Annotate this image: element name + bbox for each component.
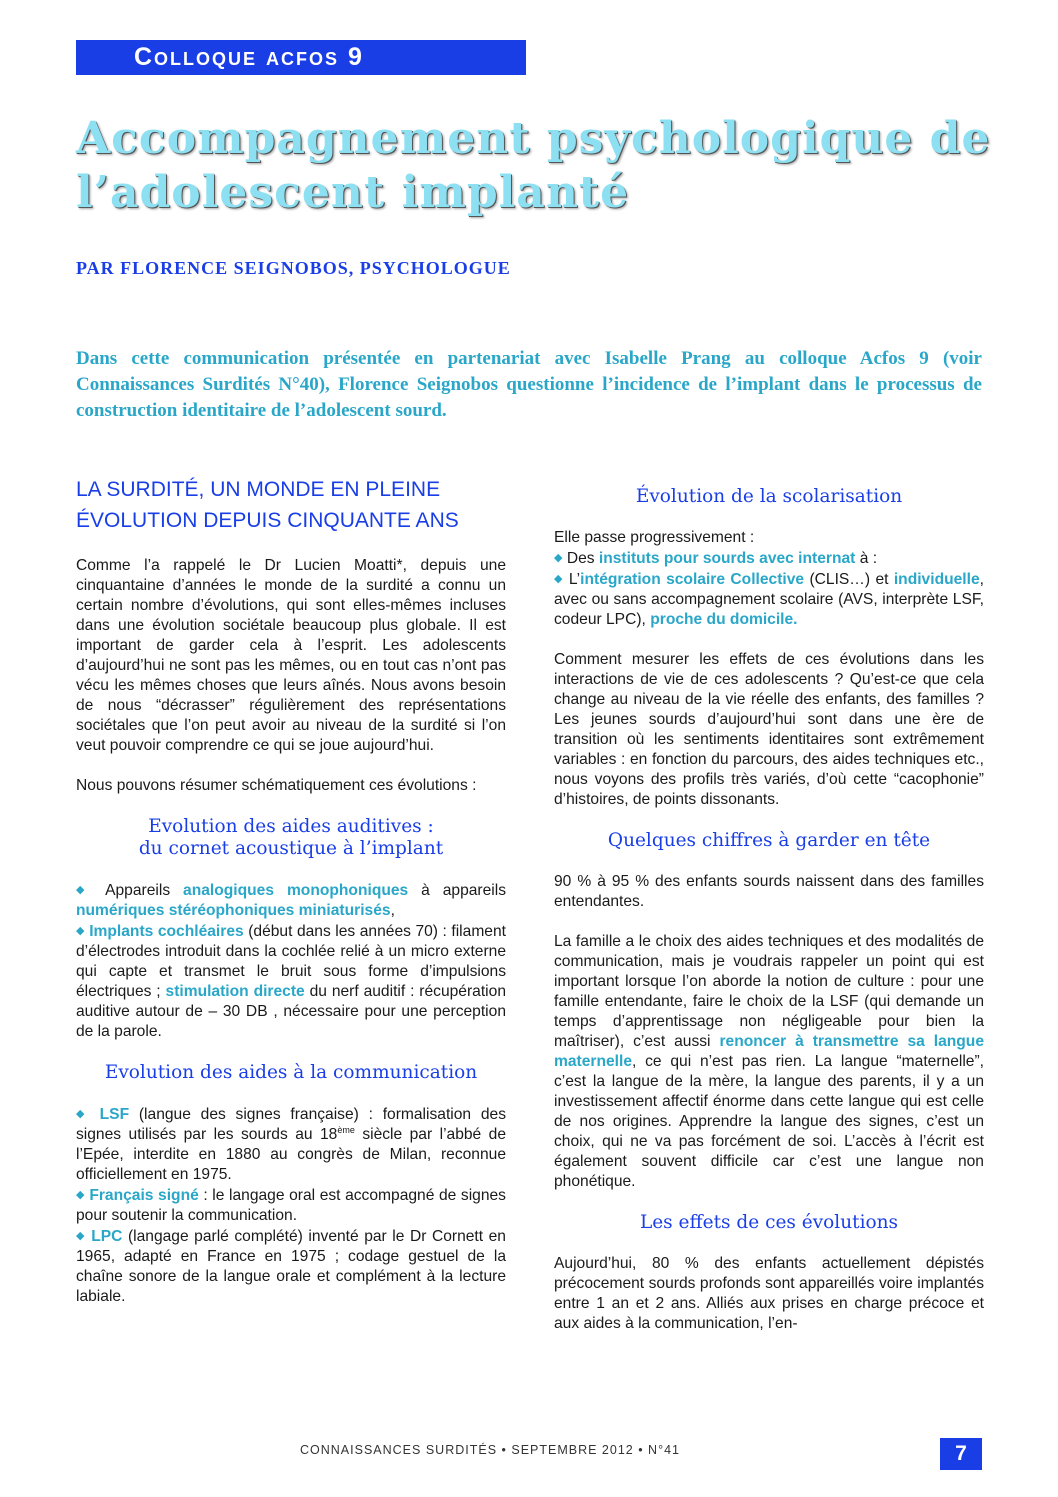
paragraph: 90 % à 95 % des enfants sourds naissent dans des familles entendantes. (554, 873, 984, 910)
subsection-title: Evolution des aides auditives : du cornet acoustique à l’implant (138, 816, 444, 859)
bullet-icon: ◆ (76, 884, 94, 896)
paragraph: Comme l’a rappelé le Dr Lucien Moatti*, depuis une cinquantaine d’années le monde de la surdité a connu un certain nombre d’évolutions, qui sont elles-mêmes incluses dans une évolution sociétale beaucoup plus globale. Il est important de garder cela à l’esprit. Les adolescents d’aujourd’hui ne sont pas les mêmes, ou en tout cas n’ont pas vécu les mêmes choses que leurs aînés. Nous avons besoin de nous “décrasser” régulièrement des représentations sociétales que l’on peut avoir au niveau de la surdité si l’on veut pouvoir comprendre ce qui se joue aujourd’hui. (76, 557, 506, 754)
bullet-icon: ◆ (76, 1230, 86, 1242)
section-banner: Colloque acfos 9 (76, 40, 526, 75)
author-byline: PAR FLORENCE SEIGNOBOS, PSYCHOLOGUE (76, 258, 511, 278)
right-column (554, 474, 984, 1334)
bullet-item: ◆ Des instituts pour sourds avec internat à : (554, 550, 878, 567)
section-title: LA SURDITÉ, UN MONDE EN PLEINE ÉVOLUTION DEPUIS CINQUANTE ANS (76, 478, 459, 532)
bullet-icon: ◆ (76, 1189, 85, 1201)
left-column (76, 474, 506, 1307)
bullet-item: ◆ Français signé : le langage oral est accompagné de signes pour soutenir la communication. (76, 1187, 506, 1224)
bullet-icon: ◆ (554, 552, 563, 564)
bullet-item: ◆ LSF (langue des signes française) : formalisation des signes utilisés par les sourds au 18ème siècle par l’abbé de l’Epée, interdite en 1880 au congrès de Milan, reconnue officiellement en 1975. (76, 1106, 507, 1183)
paragraph: Nous pouvons résumer schématiquement ces évolutions : (76, 777, 477, 794)
subsection-title: Les effets de ces évolutions (639, 1212, 899, 1233)
bullet-item: ◆ Appareils analogiques monophoniques à appareils numériques stéréophoniques miniaturisés, (76, 882, 506, 919)
footer-publication: CONNAISSANCES SURDITÉS • SEPTEMBRE 2012 • N°41 (300, 1443, 680, 1457)
paragraph: Elle passe progressivement : (554, 529, 755, 546)
bullet-item: ◆ Implants cochléaires (début dans les années 70) : filament d’électrodes introduit dans la cochlée relié à un micro externe qui capte et transmet le bruit sous forme d’impulsions électriques ; stimulation directe du nerf auditif : récupération auditive autour de – 30 DB , nécessaire pour une perception de la parole. (76, 923, 506, 1040)
bullet-item: ◆ LPC (langage parlé complété) inventé par le Dr Cornett en 1965, adapté en France en 1975 ; codage gestuel de la chaîne sonore de la langue orale et complément à la lecture labiale. (76, 1228, 506, 1305)
paragraph: Comment mesurer les effets de ces évolutions dans les interactions de vie de ces adolescents ? Qu’est-ce que cela change au niveau de la vie réelle des enfants, des familles ? Les jeunes sourds d’aujourd’hui sont dans une ère de transition où les sentiments identitaires sont extrêmement variables : en fonction du parcours, des aides techniques etc., nous voyons des profils très variés, d’où cette “cacophonie” d’histoires, de points dissonants. (554, 651, 984, 808)
paragraph: La famille a le choix des aides techniques et des modalités de communication, mais je voudrais rappeler un point qui est important lorsque l’on aborde la notion de culture : pour une famille entendante, faire le choix de la LSF (qui demande un temps d’apprentissage non négligeable pour bien la maîtriser), c’est aussi renoncer à transmettre sa langue maternelle, ce qui n’est pas rien. La langue “maternelle”, c’est la langue de la mère, la langue des parents, il y a un investissement affectif énorme dans cette langue qui est celle de nos origines. Apprendre la langue des signes, c’est un choix, qui ne va pas forcément de soi. L’accès à l’écrit est également souvent difficile car c’est une langue non phonétique. (554, 933, 984, 1190)
subsection-title: Quelques chiffres à garder en tête (607, 830, 931, 851)
bullet-icon: ◆ (554, 573, 564, 585)
article-title: Accompagnement psychologique de l’adolescent implanté (76, 113, 991, 218)
page-number: 7 (940, 1438, 982, 1470)
paragraph: Aujourd’hui, 80 % des enfants actuellement dépistés précocement sourds profonds sont appareillés voire implantés entre 1 an et 2 ans. Alliés aux prises en charge précoce et aux aides à la communication, l’en- (554, 1255, 984, 1332)
subsection-title: Évolution de la scolarisation (635, 486, 903, 507)
bullet-icon: ◆ (76, 1108, 90, 1120)
bullet-icon: ◆ (76, 925, 85, 937)
article-intro: Dans cette communication présentée en partenariat avec Isabelle Prang au colloque Acfos 9 (voir Connaissances Surdités N°40), Florence Seignobos questionne l’incidence de l’implant dans le processus de construction identitaire de l’adolescent sourd. (76, 348, 982, 421)
bullet-item: ◆ L’intégration scolaire Collective (CLIS…) et individuelle, avec ou sans accompagnement scolaire (AVS, interprète LSF, codeur LPC), proche du domicile. (554, 571, 984, 628)
subsection-title: Evolution des aides à la communication (104, 1062, 478, 1083)
